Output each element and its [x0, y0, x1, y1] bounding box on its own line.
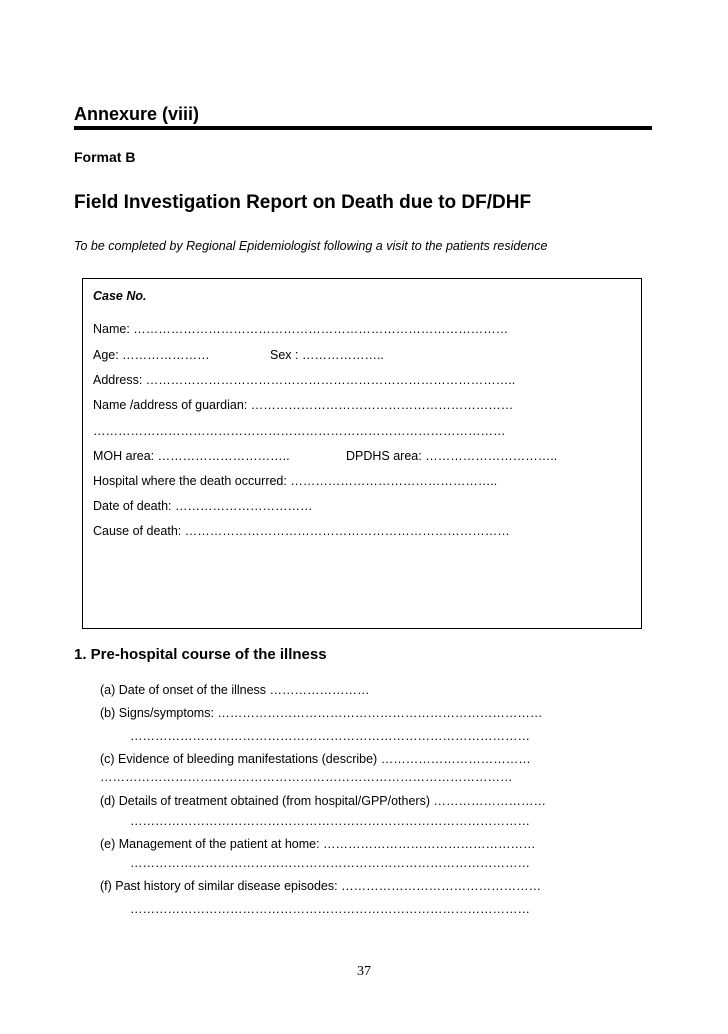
- cause-of-death-field: Cause of death: ……………………………………………………………………: [93, 524, 510, 538]
- sex-field: Sex : ………………..: [270, 348, 384, 362]
- item-d-continuation: ……………………………………………………………………………………: [130, 814, 530, 828]
- item-f-continuation: ……………………………………………………………………………………: [130, 902, 530, 916]
- item-c-bleeding: (c) Evidence of bleeding manifestations (describe) ………………………………: [100, 752, 531, 766]
- name-field: Name: ………………………………………………………………………………: [93, 322, 509, 336]
- date-of-death-field: Date of death: ……………………………: [93, 499, 313, 513]
- heading-rule: [74, 126, 652, 130]
- age-field: Age: …………………: [93, 348, 210, 362]
- guardian-continuation: ………………………………………………………………………………………: [93, 424, 506, 438]
- item-e-home-management: (e) Management of the patient at home: ……………………………………………: [100, 837, 536, 851]
- address-field: Address: ……………………………………………………………………………..: [93, 373, 516, 387]
- moh-area-field: MOH area: …………………………..: [93, 449, 290, 463]
- item-d-treatment: (d) Details of treatment obtained (from hospital/GPP/others) ………………………: [100, 794, 546, 808]
- item-a-onset: (a) Date of onset of the illness ……………………: [100, 683, 370, 697]
- item-b-symptoms: (b) Signs/symptoms: ……………………………………………………………………: [100, 706, 543, 720]
- format-label: Format B: [74, 149, 136, 165]
- case-no-label: Case No.: [93, 289, 147, 303]
- page-number: 37: [357, 964, 371, 979]
- hospital-field: Hospital where the death occurred: …………………………………………..: [93, 474, 498, 488]
- guardian-field: Name /address of guardian: ………………………………………………………: [93, 398, 514, 412]
- item-e-continuation: ……………………………………………………………………………………: [130, 856, 530, 870]
- item-c-continuation: ………………………………………………………………………………………: [100, 770, 513, 784]
- section-1-heading: 1. Pre-hospital course of the illness: [74, 646, 327, 663]
- annexure-heading: Annexure (viii): [74, 104, 200, 124]
- item-b-continuation: ……………………………………………………………………………………: [130, 729, 530, 743]
- page-subtitle: To be completed by Regional Epidemiologist following a visit to the patients residence: [74, 239, 548, 253]
- page-title: Field Investigation Report on Death due to DF/DHF: [74, 192, 532, 213]
- dpdhs-area-field: DPDHS area: …………………………..: [346, 449, 558, 463]
- item-f-past-history: (f) Past history of similar disease episodes: …………………………………………: [100, 879, 542, 893]
